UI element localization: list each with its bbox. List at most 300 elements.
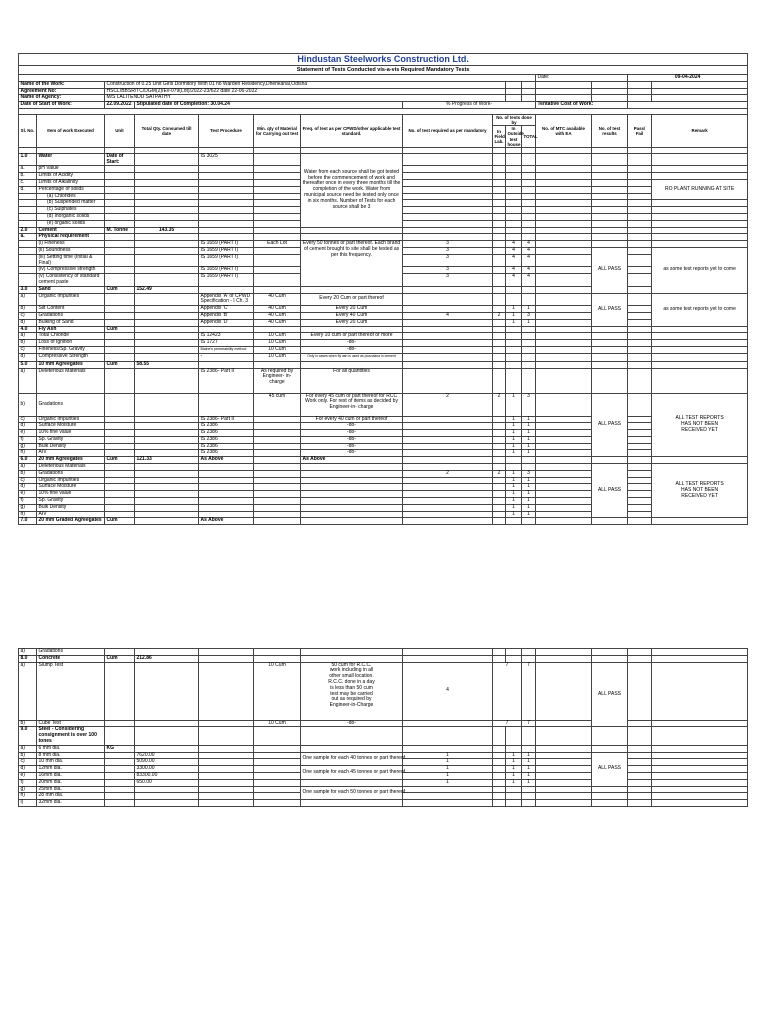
agg20-sl: 6.0 <box>19 457 37 464</box>
agg10-row-procedure: IS 2386- Part II <box>199 416 254 423</box>
steel-row-item: 32mm dia. <box>37 800 105 807</box>
agg10-row-item: Bulk Density <box>37 443 105 450</box>
steel-row-item: 10 mm dia. <box>37 759 105 766</box>
agg10-unit: Cum <box>105 361 135 368</box>
agg10-item: 10 mm Agreegates <box>37 361 105 368</box>
steel-row-outside: 1 <box>506 759 522 766</box>
statement-table <box>18 53 748 525</box>
cement-row-required: 3 <box>403 267 493 274</box>
agg10-row-item: Deleterious Materials <box>37 368 105 393</box>
cement-row-procedure: IS 1659 (PART I) <box>199 247 254 254</box>
agg20-remark: ALL TEST REPORTS HAS NOT BEEN RECEIVED YET <box>652 464 748 518</box>
cement-row-total: 4 <box>522 247 536 254</box>
agg20-row-total: 1 <box>522 477 536 484</box>
steel-row-frequency: One sample for each 45 tonnes or part thereof <box>301 766 403 780</box>
sand-result: ALL PASS <box>592 293 628 326</box>
cement-row-item: (v) Consistency of standard cement paste <box>37 274 105 287</box>
cement-unit: M. Tonne <box>105 227 135 234</box>
sand-row-sl: a) <box>19 293 37 306</box>
work-label: Name of the Work: <box>19 81 105 88</box>
slump-item: Slump Test <box>37 662 105 720</box>
steel-row-outside: 1 <box>506 766 522 773</box>
agg20-row-item: 10% fine value <box>37 491 105 498</box>
agg10-row-sl: c) <box>19 416 37 423</box>
start-value: 22.09.2022 <box>105 102 135 109</box>
cement-row-total: 4 <box>522 241 536 248</box>
cement-row-outside: 4 <box>506 274 522 287</box>
steel-row-sl: a) <box>19 745 37 752</box>
agg20-row-required: 2 <box>403 470 493 477</box>
flyash-row-item: Fineness/Sp. Gravity <box>37 346 105 353</box>
statement-sheet-page-1 <box>18 53 747 525</box>
concrete-unit: Cum <box>105 655 135 662</box>
statement-table-continued <box>18 648 748 807</box>
flyash-row-frequency: Every 10 cum or part thereof or more <box>301 333 403 340</box>
slump-required: 4 <box>403 662 493 720</box>
agg10-row-item: Organic Impurities <box>37 416 105 423</box>
agg10-row-outside: 1 <box>506 416 522 423</box>
flyash-row-item: Loss of Ignition <box>37 340 105 347</box>
agg20-row-sl: g) <box>19 504 37 511</box>
slump-frequency: 50 cum for R.C.C. work including in all other small location. R.C.C. done in a day is less than 50 cum test may be carried out as required by Engineer-in-Charge <box>301 662 403 720</box>
cement-sl: 2.0 <box>19 227 37 234</box>
agreement-value: HSCL/BBSR/TC/DGM(2)/Ev-079(Lot)/2022-23/622 date 22-06-2022 <box>105 88 506 95</box>
col-total: TOTAL <box>522 126 536 148</box>
agg10-row-item: Gradations <box>37 393 105 416</box>
agg10-row-frequency: For every 40 cum or part thereof <box>301 416 403 423</box>
agg10-row-sl: a) <box>19 368 37 393</box>
agg10-row-frequency: -do- <box>301 430 403 437</box>
sand-row-frequency: Every 20 Cum <box>301 319 403 326</box>
cement-row-required: 3 <box>403 241 493 248</box>
steel-row-qty: 83300.00 <box>135 772 199 779</box>
sand-row-required: 4 <box>403 312 493 319</box>
work-value: Construction of 0.25 Unit Girls Dormitory With 01 no Warden Residency,Dhenkanal,Odisha <box>105 81 506 88</box>
cement-min-qty: Each Lot <box>254 241 301 248</box>
agg10-row-procedure: IS 2386 <box>199 423 254 430</box>
agg20-row-sl: c) <box>19 477 37 484</box>
sand-row-outside: 1 <box>506 306 522 313</box>
agg10-row-procedure: IS 2386 <box>199 430 254 437</box>
cement-frequency: Every 50 tonnes or part thereof. Each brand of cement brought to site shall be tested as per this frequency. <box>301 241 403 287</box>
flyash-unit: Cum <box>105 326 135 333</box>
sand-row-min-qty: 40 Cum <box>254 293 301 306</box>
steel-row-sl: b) <box>19 752 37 759</box>
steel-row-qty: 650.00 <box>135 779 199 786</box>
steel-row-required: 1 <box>403 779 493 786</box>
agg10-row-sl: b) <box>19 393 37 416</box>
sand-unit: Cum <box>105 286 135 293</box>
sand-row-total: 1 <box>522 306 536 313</box>
sand-row-procedure: Appendix 'C' <box>199 306 254 313</box>
agg10-row-frequency: -do- <box>301 443 403 450</box>
cement-row-item: (ii) Soundness <box>37 247 105 254</box>
water-unit: Date of Start: <box>105 153 135 166</box>
steel-row-frequency: One sample for each 40 tonnes or part thereof <box>301 752 403 766</box>
cube-min-qty: 10 Cum <box>254 720 301 727</box>
cement-row-outside: 4 <box>506 267 522 274</box>
agg10-row-min-qty: 45 cum <box>254 393 301 416</box>
agg10-row-outside: 1 <box>506 393 522 416</box>
agg10-row-outside: 1 <box>506 430 522 437</box>
steel-row-total: 1 <box>522 766 536 773</box>
agg10-row-sl: h) <box>19 450 37 457</box>
statement-subtitle: Statement of Tests Conducted vis-a-vis Required Mandatory Tests <box>19 66 748 75</box>
cement-row-item: (iv) Compressive strength <box>37 267 105 274</box>
water-row-sl: d. <box>19 186 37 193</box>
steel-row-item: 28 mm dia. <box>37 793 105 800</box>
flyash-row-frequency: -do- <box>301 340 403 347</box>
agg10-row-sl: e) <box>19 430 37 437</box>
agg20-row-total: 1 <box>522 484 536 491</box>
flyash-row-sl: b) <box>19 340 37 347</box>
water-frequency: Water from each source shall be got tested before the commencement of work and thereafter once in every three months till the completion of the work. Water from municipal source need be tested only once in six months. Number of Tests for each source shall be 3 <box>301 153 403 227</box>
agg20-row-item: Sp. Gravity <box>37 498 105 505</box>
agg20-row-outside: 1 <box>506 484 522 491</box>
agg20-unit: Cum <box>105 457 135 464</box>
agg10-row-total: 1 <box>522 423 536 430</box>
agg10-row-required: 2 <box>403 393 493 416</box>
date-label: Date: <box>536 75 628 82</box>
cube-sl: b) <box>19 720 37 727</box>
steel-row-total: 1 <box>522 779 536 786</box>
start-label: Date of Start of Work: <box>19 102 105 109</box>
agg20-qty: 121.33 <box>135 457 199 464</box>
water-row-sl: c. <box>19 179 37 186</box>
concrete-sl: 8.0 <box>19 655 37 662</box>
sand-row-frequency: Every 20 Cum or part thereof <box>301 293 403 306</box>
steel-row-required: 1 <box>403 772 493 779</box>
col-sl: Sl. No. <box>19 114 37 147</box>
col-frequency: Freq. of test as per CPWD/other applicable test standard. <box>301 114 403 147</box>
flyash-row-procedure: IS 12423 <box>199 333 254 340</box>
col-item: Item of work Executed <box>37 114 105 147</box>
agg20-row-total: 1 <box>522 504 536 511</box>
date-value: 09-04-2024 <box>628 75 748 82</box>
agg20-row-sl: d) <box>19 484 37 491</box>
gradation-item: Gradations <box>37 649 105 656</box>
sand-row-outside: 1 <box>506 312 522 319</box>
tentative-label: Tentative Cost of Work: <box>536 102 628 109</box>
cube-frequency: -do- <box>301 720 403 727</box>
sand-row-sl: c) <box>19 312 37 319</box>
steel-row-item: 8 mm dia. <box>37 752 105 759</box>
agg20-frequency: As Above <box>301 457 403 464</box>
cement-qty: 143.35 <box>135 227 199 234</box>
steel-row-frequency: One sample for each 50 tonnes or part thereof <box>301 786 403 800</box>
steel-row-item: 6 mm dia. <box>37 745 105 752</box>
agg20-row-outside: 1 <box>506 491 522 498</box>
cement-row-required: 3 <box>403 254 493 267</box>
steel-row-item: 16mm dia. <box>37 772 105 779</box>
agg20-row-outside: 1 <box>506 477 522 484</box>
agg10-row-frequency: -do- <box>301 450 403 457</box>
water-row-item: (e) organic solids <box>37 220 105 227</box>
sand-row-sl: d) <box>19 319 37 326</box>
agg20-row-in-field: 2 <box>493 470 506 477</box>
water-row-item: (a) Chlorides <box>37 193 105 200</box>
agg20-row-total: 1 <box>522 511 536 518</box>
flyash-row-frequency: -do- <box>301 346 403 353</box>
cube-item: Cube Test <box>37 720 105 727</box>
agg10-qty: 58.55 <box>135 361 199 368</box>
steel-row-outside: 1 <box>506 752 522 759</box>
flyash-row-procedure: - <box>199 353 254 361</box>
col-in-field: In Field Lab. <box>493 126 506 148</box>
graded-unit: Cum <box>105 518 135 525</box>
flyash-row-min-qty: 10 Cum <box>254 340 301 347</box>
cement-row-total: 4 <box>522 267 536 274</box>
slump-in-field: 7 <box>493 662 522 720</box>
flyash-row-sl: c) <box>19 346 37 353</box>
flyash-row-procedure: IS 1727 <box>199 340 254 347</box>
steel-row-qty: 5090.00 <box>135 759 199 766</box>
steel-row-qty: 3300.00 <box>135 766 199 773</box>
slump-total: 7 <box>522 662 536 720</box>
agg20-row-item: Deleterious Materials <box>37 464 105 471</box>
concrete-result: ALL PASS <box>592 662 628 727</box>
agg20-row-item: Organic Impurities <box>37 477 105 484</box>
col-results: No. of test results <box>592 114 628 147</box>
agreement-label: Agreement No: <box>19 88 105 95</box>
agg10-row-sl: g) <box>19 443 37 450</box>
agg10-row-procedure: IS 2386 <box>199 436 254 443</box>
agg20-row-item: Bulk Density <box>37 504 105 511</box>
sand-row-outside: 1 <box>506 319 522 326</box>
water-row-item: pH Value <box>37 166 105 173</box>
progress-label: % Progress of Work- <box>403 102 536 109</box>
col-outside: In Outside test house <box>507 126 524 147</box>
cement-sub-item: Physical requirement <box>37 234 105 241</box>
steel-row-outside: 1 <box>506 772 522 779</box>
steel-row-sl: h) <box>19 793 37 800</box>
flyash-row-sl: a) <box>19 333 37 340</box>
concrete-item: Concrete <box>37 655 105 662</box>
steel-result: ALL PASS <box>592 752 628 786</box>
sand-row-min-qty: 40 Cum <box>254 312 301 319</box>
cement-row-total: 4 <box>522 274 536 287</box>
water-row-item: Limits of Alkalinity <box>37 179 105 186</box>
cement-row-item: (iii) Setting time (Initial & Final) <box>37 254 105 267</box>
agg20-row-sl: e) <box>19 491 37 498</box>
steel-row-item: 20mm dia. <box>37 779 105 786</box>
agg20-row-sl: h) <box>19 511 37 518</box>
water-row-sl: a. <box>19 166 37 173</box>
flyash-row-item: Compressive Strength <box>37 353 105 361</box>
sand-qty: 152.49 <box>135 286 199 293</box>
water-row-item: (c) Sulphates <box>37 207 105 214</box>
flyash-sl: 4.0 <box>19 326 37 333</box>
agg10-row-outside: 1 <box>506 450 522 457</box>
completion-label: Stipulated date of Completion: 30.04.24 <box>135 102 403 109</box>
cement-row-outside: 4 <box>506 247 522 254</box>
flyash-item: Fly Ash <box>37 326 105 333</box>
agg10-row-procedure: IS 2386 <box>199 450 254 457</box>
col-done-group: No. of tests done by <box>493 114 536 125</box>
cement-row-procedure: IS 1659 (PART I) <box>199 267 254 274</box>
agg10-row-total: 3 <box>522 393 536 416</box>
flyash-row-min-qty: 10 Cum <box>254 346 301 353</box>
cement-row-procedure: IS 1659 (PART I) <box>199 254 254 267</box>
concrete-qty: 212.86 <box>135 655 199 662</box>
flyash-row-procedure: Blaine's permeability method <box>199 346 254 353</box>
agg10-row-sl: d) <box>19 423 37 430</box>
agg10-row-total: 1 <box>522 430 536 437</box>
cement-row-total: 4 <box>522 254 536 267</box>
sand-row-total: 3 <box>522 312 536 319</box>
agg10-row-frequency: For all quantities <box>301 368 403 393</box>
sand-row-item: Gradations <box>37 312 105 319</box>
agg10-row-item: Sp. Gravity <box>37 436 105 443</box>
agg10-row-min-qty: As required by Engineer- in-charge <box>254 368 301 393</box>
sand-row-frequency: Every 40 Cum <box>301 312 403 319</box>
water-row-item: Limits of Acidity <box>37 173 105 180</box>
agg20-row-outside: 1 <box>506 511 522 518</box>
agg20-row-sl: f) <box>19 498 37 505</box>
steel-row-item: 25mm dia. <box>37 786 105 793</box>
agg20-row-total: 3 <box>522 470 536 477</box>
agg20-procedure: As Above <box>199 457 254 464</box>
water-row-item: (b) Suspended matter <box>37 200 105 207</box>
steel-row-sl: c) <box>19 759 37 766</box>
agg20-row-item: Gradations <box>37 470 105 477</box>
steel-item: Steel - Considering consignment is over 100 tones <box>37 727 105 745</box>
col-required: No. of test required as per mandatory <box>403 114 493 147</box>
cement-row-required: 3 <box>403 247 493 254</box>
company-title: Hindustan Steelworks Construction Ltd. <box>19 54 748 66</box>
sand-row-sl: b) <box>19 306 37 313</box>
agg20-item: 20 mm Agreegates <box>37 457 105 464</box>
agg20-row-sl: b) <box>19 470 37 477</box>
agg10-row-total: 1 <box>522 416 536 423</box>
agg10-row-total: 1 <box>522 443 536 450</box>
sand-row-in-field: 2 <box>493 312 506 319</box>
gradation-sl: a) <box>19 649 37 656</box>
cube-in-field: 7 <box>493 720 522 727</box>
agg10-row-outside: 1 <box>506 436 522 443</box>
steel-sl: 9.0 <box>19 727 37 745</box>
agg10-row-in-field: 2 <box>493 393 506 416</box>
sand-row-frequency: Every 20 Cum <box>301 306 403 313</box>
agg20-row-total: 1 <box>522 491 536 498</box>
sand-row-total: 1 <box>522 319 536 326</box>
steel-row-total: 1 <box>522 759 536 766</box>
slump-sl: a) <box>19 662 37 720</box>
water-remark: RO PLANT RUNNING AT SITE <box>652 179 748 199</box>
flyash-row-item: Total Chloride <box>37 333 105 340</box>
statement-sheet-page-2 <box>18 648 747 807</box>
flyash-row-sl: d) <box>19 353 37 361</box>
steel-row-sl: d) <box>19 766 37 773</box>
agency-label: Name of Agency: <box>19 95 105 102</box>
agg10-result: ALL PASS <box>592 393 628 457</box>
sand-row-item: Silt Content <box>37 306 105 313</box>
agg10-row-frequency: -do- <box>301 423 403 430</box>
steel-row-sl: i) <box>19 800 37 807</box>
graded-sl: 7.0 <box>19 518 37 525</box>
col-pass-fail: Pass/ Fail <box>628 114 652 147</box>
sand-remark: as some test reports yet to come <box>652 293 748 326</box>
agg20-result: ALL PASS <box>592 464 628 518</box>
cement-sub-sl: a. <box>19 234 37 241</box>
cement-result: ALL PASS <box>592 247 628 293</box>
agency-value: M/S LALITENDU SATPATHY <box>105 95 506 102</box>
agg10-row-item: 10% fine value <box>37 430 105 437</box>
col-mtc: No. of MTC available with EA <box>536 114 592 147</box>
cement-row-required: 3 <box>403 274 493 287</box>
agg20-row-outside: 1 <box>506 504 522 511</box>
agg20-row-outside: 1 <box>506 470 522 477</box>
cement-row-outside: 4 <box>506 254 522 267</box>
agg10-row-item: AIV <box>37 450 105 457</box>
cement-row-item: (i) Fineness <box>37 241 105 248</box>
flyash-row-min-qty: 10 Cum <box>254 333 301 340</box>
slump-min-qty: 10 Cum <box>254 662 301 720</box>
cement-item: Cement <box>37 227 105 234</box>
cement-row-procedure: IS 1659 (PART I) <box>199 274 254 287</box>
sand-row-item: Organic Impurities <box>37 293 105 306</box>
water-sl: 1.0 <box>19 153 37 166</box>
agg10-row-outside: 1 <box>506 443 522 450</box>
agg20-row-outside: 1 <box>506 498 522 505</box>
sand-item: Sand <box>37 286 105 293</box>
water-row-item: (d) Inorganic solids <box>37 213 105 220</box>
graded-item: 20 mm Graded Agreegates <box>37 518 105 525</box>
agg10-row-sl: f) <box>19 436 37 443</box>
agg10-row-total: 1 <box>522 436 536 443</box>
agg20-row-sl: a) <box>19 464 37 471</box>
steel-row-required: 1 <box>403 752 493 759</box>
cement-row-procedure: IS 1659 (PART I) <box>199 241 254 248</box>
steel-row-item: 12mm dia. <box>37 766 105 773</box>
col-procedure: Test Procedure <box>199 114 254 147</box>
sand-row-min-qty: 40 Cum <box>254 319 301 326</box>
steel-row-total: 1 <box>522 772 536 779</box>
agg10-sl: 5.0 <box>19 361 37 368</box>
col-remark: Remark <box>652 114 748 147</box>
agg10-remark: ALL TEST REPORTS HAS NOT BEEN RECEIVED YET <box>652 393 748 457</box>
sand-row-procedure: Appendix 'B' <box>199 312 254 319</box>
agg10-row-outside: 1 <box>506 423 522 430</box>
graded-procedure: As Above <box>199 518 254 525</box>
steel-row-outside: 1 <box>506 779 522 786</box>
sand-row-procedure: Appendix 'D' <box>199 319 254 326</box>
steel-row-sl: g) <box>19 786 37 793</box>
water-procedure: IS 3025 <box>199 153 254 166</box>
steel-unit: KG <box>105 745 135 752</box>
col-qty: Total Qty. Consumed till date <box>135 114 199 147</box>
water-row-sl: b. <box>19 173 37 180</box>
sand-row-procedure: Appendix 'A' of CPWD Specification - I Ch. 3 <box>199 293 254 306</box>
agg10-row-procedure: IS 2386 <box>199 443 254 450</box>
steel-row-sl: f) <box>19 779 37 786</box>
sand-row-item: Bulking of Sand <box>37 319 105 326</box>
sand-row-min-qty: 40 Cum <box>254 306 301 313</box>
steel-row-required: 1 <box>403 759 493 766</box>
steel-row-sl: e) <box>19 772 37 779</box>
steel-row-total: 1 <box>522 752 536 759</box>
agg10-row-procedure: IS 2386- Part II <box>199 368 254 393</box>
agg10-row-item: Surface Moisture <box>37 423 105 430</box>
flyash-row-frequency: Only in cases when fly ash is used as pozzolana in cement <box>301 353 403 361</box>
cement-remark: as some test reports yet to come <box>652 247 748 293</box>
col-unit: Unit <box>105 114 135 147</box>
agg10-row-frequency: -do- <box>301 436 403 443</box>
cement-row-outside: 4 <box>506 241 522 248</box>
steel-row-required: 1 <box>403 766 493 773</box>
agg10-row-frequency: For every 45 cum or part thereof for RCC Work only. For rest of items as decided by Engineer-in- charge <box>301 393 403 416</box>
cube-total: 7 <box>522 720 536 727</box>
